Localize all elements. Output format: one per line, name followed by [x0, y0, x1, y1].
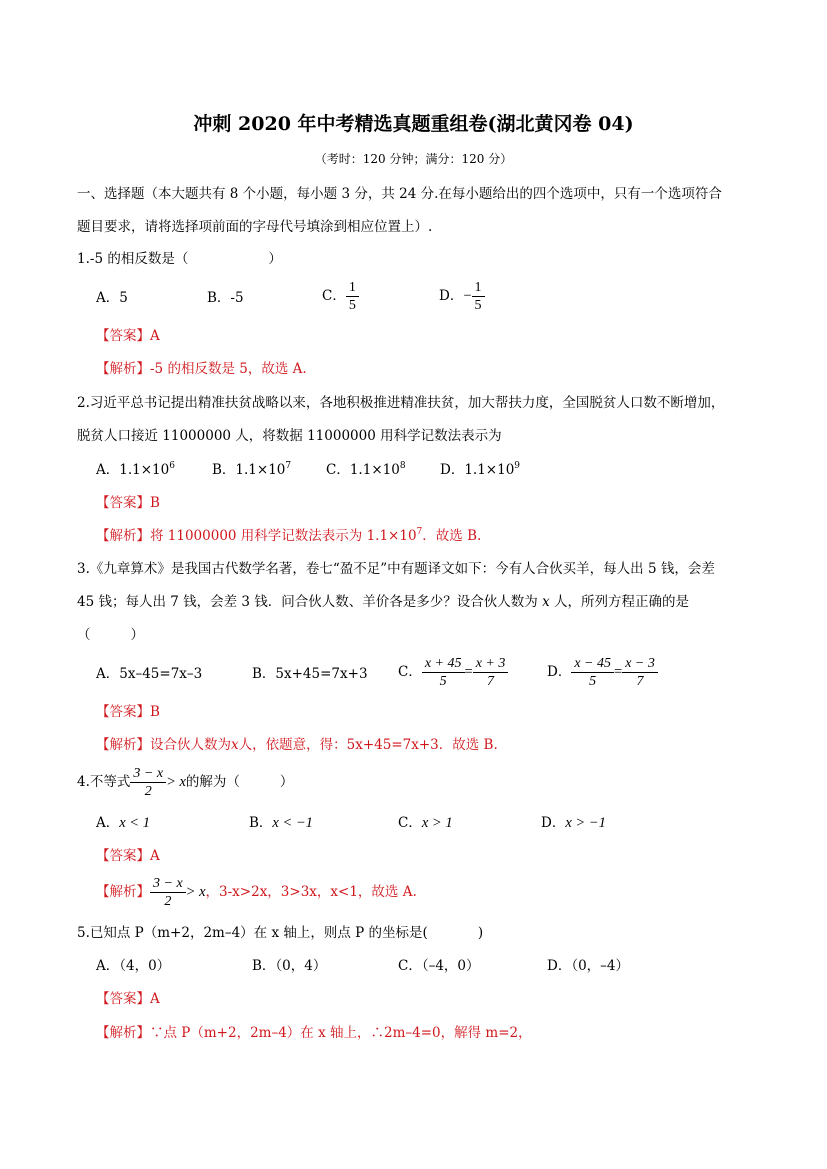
bracket-close: ) — [477, 925, 484, 941]
q1-option-c-fraction — [346, 279, 359, 314]
exponent: 7 — [285, 461, 292, 471]
option-label: A． — [96, 462, 120, 478]
analysis-label: 【解析】 — [96, 361, 150, 377]
answer-value: B — [150, 704, 160, 720]
q1-option-c — [322, 279, 359, 314]
question-3-line1: 3.《九章算术》是我国古代数学名著，卷七“盈不足”中有题译文如下：今有人合伙买羊，每人出 5 钱，会差 — [77, 561, 715, 577]
fraction-denominator: 5 — [474, 298, 482, 313]
question-text: 5.已知点 P（m+2，2m–4）在 x 轴上，则点 P 的坐标是( — [77, 925, 428, 941]
option-value: x < 1 — [119, 815, 150, 831]
q4-analysis — [96, 875, 417, 910]
fraction-denominator: 7 — [636, 674, 644, 689]
question-3-line2 — [77, 593, 689, 611]
fraction — [473, 655, 509, 690]
equals-sign: = — [464, 664, 473, 680]
bracket-close: ） — [130, 627, 144, 643]
option-value: 1.1×10 — [464, 462, 515, 478]
analysis-text: 将 11000000 用科学记数法表示为 1.1×10 — [150, 528, 417, 544]
answer-label: 【答案】 — [96, 495, 150, 511]
q4-option-c — [398, 814, 453, 832]
q2-option-d — [440, 461, 520, 479]
analysis-label: 【解析】 — [96, 737, 150, 753]
answer-value: A — [150, 328, 160, 344]
option-value: x > 1 — [421, 815, 453, 831]
q5-option-d: D．（0，–4） — [547, 958, 630, 974]
analysis-text: 设合伙人数为 — [150, 737, 231, 753]
option-label: C． — [398, 815, 422, 831]
analysis-label: 【解析】 — [96, 884, 150, 900]
q5-analysis — [96, 1024, 532, 1042]
q3-option-b — [252, 665, 368, 683]
question-5-stem — [77, 924, 483, 942]
answer-value: A — [150, 848, 160, 864]
option-value: 1.1×10 — [349, 462, 400, 478]
fraction-numerator: x − 3 — [622, 655, 658, 673]
analysis-label: 【解析】 — [96, 528, 150, 544]
q2-option-c — [326, 461, 406, 479]
exponent: 8 — [399, 461, 406, 471]
q4-option-d — [541, 814, 606, 832]
question-text-end: 人，所列方程正确的是 — [554, 594, 690, 610]
fraction — [150, 875, 186, 910]
q5-option-a: A．（4，0） — [96, 958, 171, 974]
q4-option-a — [96, 814, 150, 832]
fraction — [422, 655, 465, 690]
bracket-close: ） — [279, 774, 294, 790]
analysis-text-mid: 人，依题意，得： — [238, 737, 347, 753]
q3-answer — [96, 703, 160, 721]
question-4-stem — [77, 765, 293, 800]
variable: x — [542, 594, 550, 610]
q3-option-a — [96, 665, 202, 683]
option-label: A． — [96, 666, 120, 682]
analysis-text-end: ．故选 B. — [438, 737, 498, 753]
analysis-text-end: ．故选 B. — [422, 528, 482, 544]
fraction-numerator: 1 — [346, 279, 359, 297]
q1-option-d-label: D． — [439, 288, 464, 304]
option-label: B． — [252, 666, 276, 682]
option-label: A． — [96, 815, 120, 831]
equation: 5x+45=7x+3 — [346, 737, 439, 753]
inequality: > x — [166, 774, 186, 790]
option-value: x < −1 — [272, 815, 313, 831]
option-value: 5x–45=7x–3 — [119, 666, 203, 682]
option-value: 1.1×10 — [235, 462, 286, 478]
q3-analysis — [96, 736, 498, 754]
option-label: D． — [547, 664, 572, 680]
q1-answer — [96, 327, 160, 345]
fraction-numerator: 3 − x — [150, 875, 186, 893]
fraction-denominator: 7 — [487, 674, 495, 689]
analysis-text: ∵点 P（m+2，2m–4）在 x 轴上，∴2m–4=0，解得 m=2， — [150, 1025, 532, 1041]
fraction-denominator: 2 — [164, 894, 172, 909]
answer-value: B — [150, 495, 160, 511]
option-label: D． — [541, 815, 566, 831]
q2-analysis — [96, 527, 481, 545]
answer-label: 【答案】 — [96, 328, 150, 344]
q4-answer — [96, 847, 160, 865]
option-value: x > −1 — [565, 815, 606, 831]
question-1-close: ） — [268, 251, 282, 267]
fraction-denominator: 2 — [144, 784, 152, 799]
section-instructions-line1: 一、选择题（本大题共有 8 个小题，每小题 3 分，共 24 分.在每小题给出的四个选项中，只有一个选项符合 — [77, 186, 722, 202]
q2-option-a — [96, 461, 175, 479]
q5-option-c: C．（–4，0） — [398, 958, 480, 974]
minus-sign: − — [463, 288, 472, 304]
q2-option-b — [212, 461, 291, 479]
answer-value: A — [150, 991, 160, 1007]
q1-option-d-fraction — [472, 279, 485, 314]
q1-option-a: A．5 — [96, 290, 128, 306]
fraction-numerator: x − 45 — [571, 655, 614, 673]
exam-info: （考时：120 分钟；满分：120 分） — [314, 152, 513, 166]
equals-sign: = — [614, 664, 623, 680]
question-text: 45 钱；每人出 7 钱，会差 3 钱．问合伙人数、羊价各是多少？设合伙人数为 — [77, 594, 538, 610]
option-label: C． — [398, 664, 422, 680]
question-1-text: 1.-5 的相反数是（ — [77, 251, 189, 267]
exponent: 7 — [416, 527, 423, 537]
exponent: 6 — [169, 461, 175, 471]
q2-answer — [96, 494, 160, 512]
page-title: 冲刺 2020 年中考精选真题重组卷(湖北黄冈卷 04) — [193, 113, 634, 135]
q3-option-c — [398, 655, 508, 690]
answer-label: 【答案】 — [96, 848, 150, 864]
q5-option-b: B．（0，4） — [252, 958, 327, 974]
q1-option-d — [439, 279, 485, 314]
q3-option-d — [547, 655, 658, 690]
option-value: 1.1×10 — [119, 462, 170, 478]
question-1-stem — [77, 250, 282, 268]
option-label: D． — [440, 462, 465, 478]
option-label: B． — [249, 815, 273, 831]
fraction-denominator: 5 — [439, 674, 447, 689]
fraction-numerator: 3 − x — [130, 765, 166, 783]
answer-label: 【答案】 — [96, 704, 150, 720]
inequality: > x — [185, 884, 206, 900]
question-2-line2: 脱贫人口接近 11000000 人，将数据 11000000 用科学记数法表示为 — [77, 428, 502, 444]
fraction-denominator: 5 — [589, 674, 597, 689]
question-3-line3 — [77, 626, 144, 644]
option-label: C． — [326, 462, 350, 478]
question-text-end: 的解为（ — [185, 774, 240, 790]
answer-label: 【答案】 — [96, 991, 150, 1007]
fraction — [130, 765, 166, 800]
variable: x — [231, 737, 239, 753]
fraction — [571, 655, 614, 690]
question-2-line1: 2.习近平总书记提出精准扶贫战略以来，各地积极推进精准扶贫，加大帮扶力度，全国脱贫人口数不断增加， — [77, 395, 725, 411]
bracket-open: （ — [77, 627, 91, 643]
fraction-numerator: x + 3 — [473, 655, 509, 673]
option-value: 5x+45=7x+3 — [275, 666, 368, 682]
fraction-denominator: 5 — [348, 298, 356, 313]
analysis-text: ，3-x>2x，3>3x，x<1，故选 A. — [205, 884, 417, 900]
q4-option-b — [249, 814, 313, 832]
section-instructions-line2: 题目要求，请将选择项前面的字母代号填涂到相应位置上）. — [77, 219, 433, 235]
fraction-numerator: 1 — [472, 279, 485, 297]
question-text: 4.不等式 — [77, 774, 131, 790]
exponent: 9 — [514, 461, 521, 471]
analysis-text: -5 的相反数是 5，故选 A. — [150, 361, 307, 377]
q1-analysis — [96, 360, 307, 378]
q1-option-c-label: C． — [322, 288, 346, 304]
option-label: B． — [212, 462, 236, 478]
fraction — [622, 655, 658, 690]
q1-option-b: B．-5 — [207, 290, 244, 306]
q5-answer — [96, 990, 160, 1008]
fraction-numerator: x + 45 — [422, 655, 465, 673]
analysis-label: 【解析】 — [96, 1025, 150, 1041]
